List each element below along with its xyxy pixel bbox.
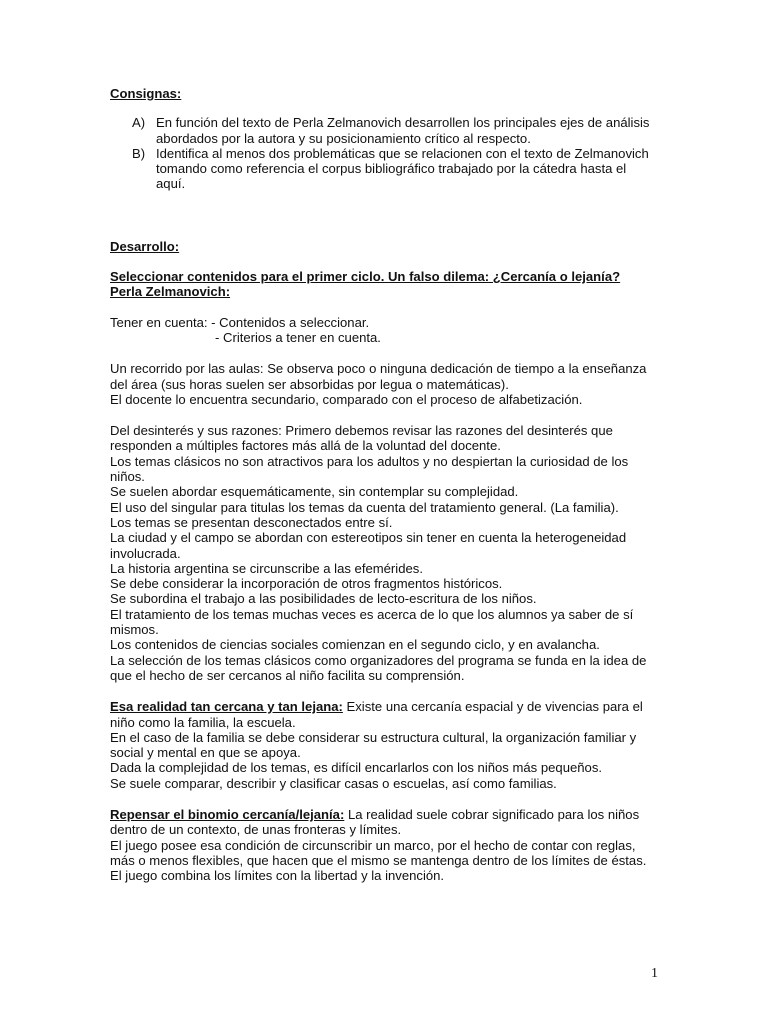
realidad-paragraph (110, 699, 655, 791)
text-line: El tratamiento de los temas muchas veces es acerca de lo que los alumnos ya saber de sí mismos. (110, 606, 634, 638)
text-line: Los temas clásicos no son atractivos para los adultos y no despiertan la curiosidad de los niños. (110, 453, 629, 485)
text-line: Se debe considerar la incorporación de otros fragmentos históricos. (110, 576, 503, 592)
repensar-first: La realidad suele cobrar significado para los niños dentro de un contexto, de unas fronteras y límites. (110, 806, 640, 838)
text-line: Del desinterés y sus razones: Primero debemos revisar las razones del desinterés que responden a múltiples factores más allá de la voluntad del docente. (110, 423, 613, 454)
text-line: Los contenidos de ciencias sociales comienzan en el segundo ciclo, y en avalancha. (110, 637, 600, 653)
list-marker: B) (132, 145, 146, 161)
text-line: Dada la complejidad de los temas, es difícil encarlarlos con los niños más pequeños. (110, 760, 603, 776)
text-line: La historia argentina se circunscribe a las efemérides. (110, 560, 423, 576)
text-line: Se suele comparar, describir y clasificar casas o escuelas, así como familias. (110, 775, 557, 791)
document-body (110, 86, 655, 883)
desarrollo-heading: Desarrollo: (110, 238, 180, 254)
text-line: Se suelen abordar esquemáticamente, sin contemplar su complejidad. (110, 484, 519, 500)
consigna-text: Identifica al menos dos problemáticas que se relacionen con el texto de Zelmanovich tomando como referencia el corpus bibliográfico trabajado por la cátedra hasta el aquí. (156, 145, 649, 192)
text-line: Un recorrido por las aulas: Se observa poco o ninguna dedicación de tiempo a la enseñanza del área (sus horas suelen ser absorbidas por legua o matemáticas). (110, 361, 647, 392)
page-number: 1 (651, 966, 658, 981)
realidad-first: Existe una cercanía espacial y de vivencias para el niño como la familia, la escuela. (110, 699, 643, 730)
text-line (110, 807, 655, 838)
text-line (110, 699, 655, 730)
consignas-heading: Consignas: (110, 86, 182, 101)
tener-line-1: Tener en cuenta: - Contenidos a seleccionar. (110, 314, 370, 330)
list-marker: A) (132, 115, 146, 131)
consigna-item-a (110, 115, 655, 146)
recorrido-paragraph (110, 361, 655, 407)
text-line: El docente lo encuentra secundario, comparado con el proceso de alfabetización. (110, 391, 583, 407)
text-line: El juego posee esa condición de circunscribir un marco, por el hecho de contar con reglas, más o menos flexibles, que hacen que el mismo se mantenga dentro de los límites de éstas. (110, 837, 647, 868)
text-line: Se subordina el trabajo a las posibilidades de lecto-escritura de los niños. (110, 591, 537, 607)
consignas-list (110, 115, 655, 191)
consigna-item-b (110, 146, 655, 192)
repensar-lead: Repensar el binomio cercanía/lejanía: (110, 806, 345, 822)
text-line: Los temas se presentan desconectados entre sí. (110, 514, 393, 530)
tener-line-2: - Criterios a tener en cuenta. (215, 329, 381, 345)
text-line: El uso del singular para titulas los temas da cuenta del tratamiento general. (La familia). (110, 499, 619, 515)
text-line: En el caso de la familia se debe considerar su estructura cultural, la organización familiar y social y mental en que se apoya. (110, 729, 637, 761)
desinteres-paragraph (110, 423, 655, 683)
text-line: La selección de los temas clásicos como organizadores del programa se funda en la idea de que el hecho de ser cercanos al niño facilita su comprensión. (110, 652, 647, 683)
consigna-text: En función del texto de Perla Zelmanovich desarrollen los principales ejes de análisis abordados por la autora y su posicionamiento crítico al respecto. (156, 115, 650, 146)
text-line: El juego combina los límites con la libertad y la invención. (110, 868, 445, 884)
repensar-paragraph (110, 807, 655, 883)
text-line: La ciudad y el campo se abordan con estereotipos sin tener en cuenta la heterogeneidad involucrada. (110, 530, 627, 561)
section-title: Seleccionar contenidos para el primer ciclo. Un falso dilema: ¿Cercanía o lejanía? Perla Zelmanovich: (110, 269, 621, 300)
realidad-lead: Esa realidad tan cercana y tan lejana: (110, 699, 343, 715)
